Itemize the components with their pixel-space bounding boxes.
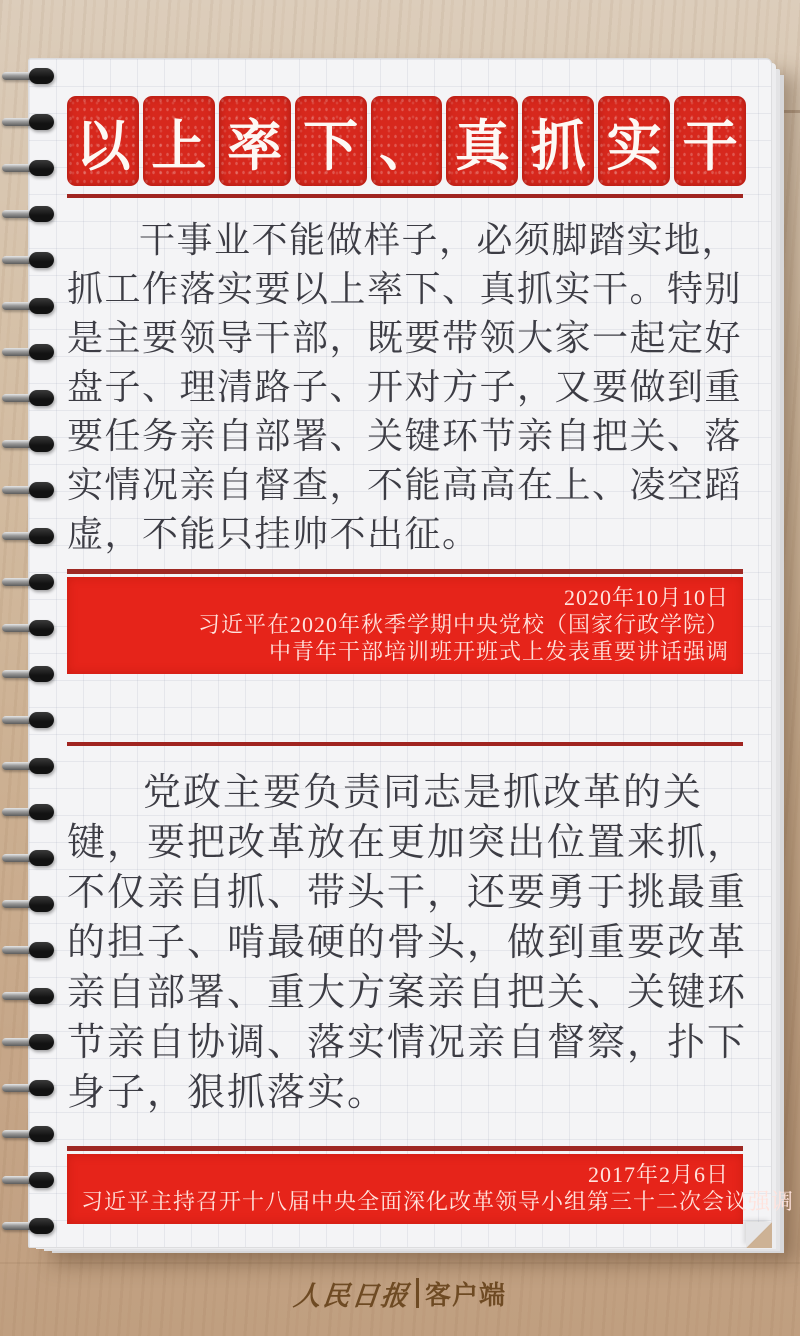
title-char-block: 干 — [674, 96, 746, 186]
quote-line: 虚，不能只挂帅不出征。 — [67, 514, 480, 554]
title-char-block: 真 — [446, 96, 518, 186]
footer-logo — [0, 1268, 800, 1318]
spiral-ring — [2, 68, 54, 84]
spiral-ring — [2, 1218, 54, 1234]
client-app-label: 客户端 — [424, 1279, 506, 1310]
attribution-2 — [67, 1146, 795, 1224]
spiral-ring — [2, 1126, 54, 1142]
quote-line: 是主要领导干部，既要带领大家一起定好 — [67, 318, 743, 358]
attribution-date: 2017年2月6日 — [587, 1162, 729, 1187]
title-divider-rule — [67, 194, 743, 198]
attribution-top-rule — [67, 569, 743, 574]
spiral-ring — [2, 620, 54, 636]
quote-line: 实情况亲自督查，不能高高在上、凌空蹈 — [67, 465, 743, 505]
spiral-ring — [2, 390, 54, 406]
attribution-source-line: 中青年干部培训班开班式上发表重要讲话强调 — [268, 639, 729, 664]
spiral-ring — [2, 160, 54, 176]
quote-paragraph-1 — [67, 216, 746, 559]
quote-line: 要任务亲自部署、关键环节亲自把关、落 — [67, 416, 743, 456]
spiral-ring — [2, 344, 54, 360]
spiral-ring — [2, 804, 54, 820]
notebook-page — [28, 58, 795, 1248]
wood-seam — [768, 110, 800, 113]
title-char-block: 上 — [143, 96, 215, 186]
quote-line: 不仅亲自抓、带头干，还要勇于挑最重 — [67, 872, 748, 914]
attribution-date: 2020年10月10日 — [563, 585, 729, 610]
spiral-ring — [2, 666, 54, 682]
spiral-ring — [2, 528, 54, 544]
quote-paragraph-2 — [67, 768, 746, 1118]
spiral-ring — [2, 252, 54, 268]
attribution-top-rule — [67, 1146, 743, 1151]
spiral-ring — [2, 850, 54, 866]
quote-line: 身子，狠抓落实。 — [67, 1072, 388, 1114]
page-content — [67, 96, 795, 1224]
attribution-source-line: 习近平主持召开十八届中央全面深化改革领导小组第三十二次会议强调 — [81, 1189, 795, 1214]
quote-line: 抓工作落实要以上率下、真抓实干。特别 — [67, 269, 743, 309]
title-char-block: 率 — [219, 96, 291, 186]
spiral-ring — [2, 482, 54, 498]
spiral-ring — [2, 896, 54, 912]
section-divider-rule — [67, 742, 743, 746]
attribution-source-line: 习近平在2020年秋季学期中央党校（国家行政学院） — [197, 612, 729, 637]
spiral-ring — [2, 942, 54, 958]
logo-divider — [416, 1278, 419, 1308]
spiral-ring — [2, 298, 54, 314]
page-corner-fold — [746, 1222, 772, 1248]
spiral-ring — [2, 114, 54, 130]
page-title — [67, 96, 746, 186]
spiral-ring — [2, 574, 54, 590]
quote-line: 党政主要负责同志是抓改革的关 — [143, 772, 704, 814]
spiral-ring — [2, 1172, 54, 1188]
peoples-daily-script-logo: 人民日报 — [292, 1280, 412, 1311]
quote-line: 的担子、啃最硬的骨头，做到重要改革 — [67, 922, 748, 964]
spiral-binding — [0, 58, 70, 1248]
spiral-ring — [2, 758, 54, 774]
quote-line: 盘子、理清路子、开对方子，又要做到重 — [67, 367, 743, 407]
attribution-banner — [67, 577, 743, 674]
quote-line: 键，要把改革放在更加突出位置来抓， — [67, 822, 748, 864]
quote-line: 亲自部署、重大方案亲自把关、关键环 — [67, 972, 748, 1014]
quote-line: 节亲自协调、落实情况亲自督察，扑下 — [67, 1022, 748, 1064]
attribution-banner — [67, 1154, 795, 1224]
spiral-ring — [2, 206, 54, 222]
spiral-ring — [2, 1034, 54, 1050]
wood-seam — [0, 1262, 800, 1264]
title-char-block: 下 — [295, 96, 367, 186]
spiral-ring — [2, 1080, 54, 1096]
attribution-1 — [67, 569, 746, 674]
spiral-ring — [2, 988, 54, 1004]
spiral-ring — [2, 436, 54, 452]
title-char-block: 、 — [371, 96, 443, 186]
title-char-block: 抓 — [522, 96, 594, 186]
title-char-block: 以 — [67, 96, 139, 186]
spiral-ring — [2, 712, 54, 728]
quote-line: 干事业不能做样子，必须脚踏实地， — [139, 220, 740, 260]
title-char-block: 实 — [598, 96, 670, 186]
